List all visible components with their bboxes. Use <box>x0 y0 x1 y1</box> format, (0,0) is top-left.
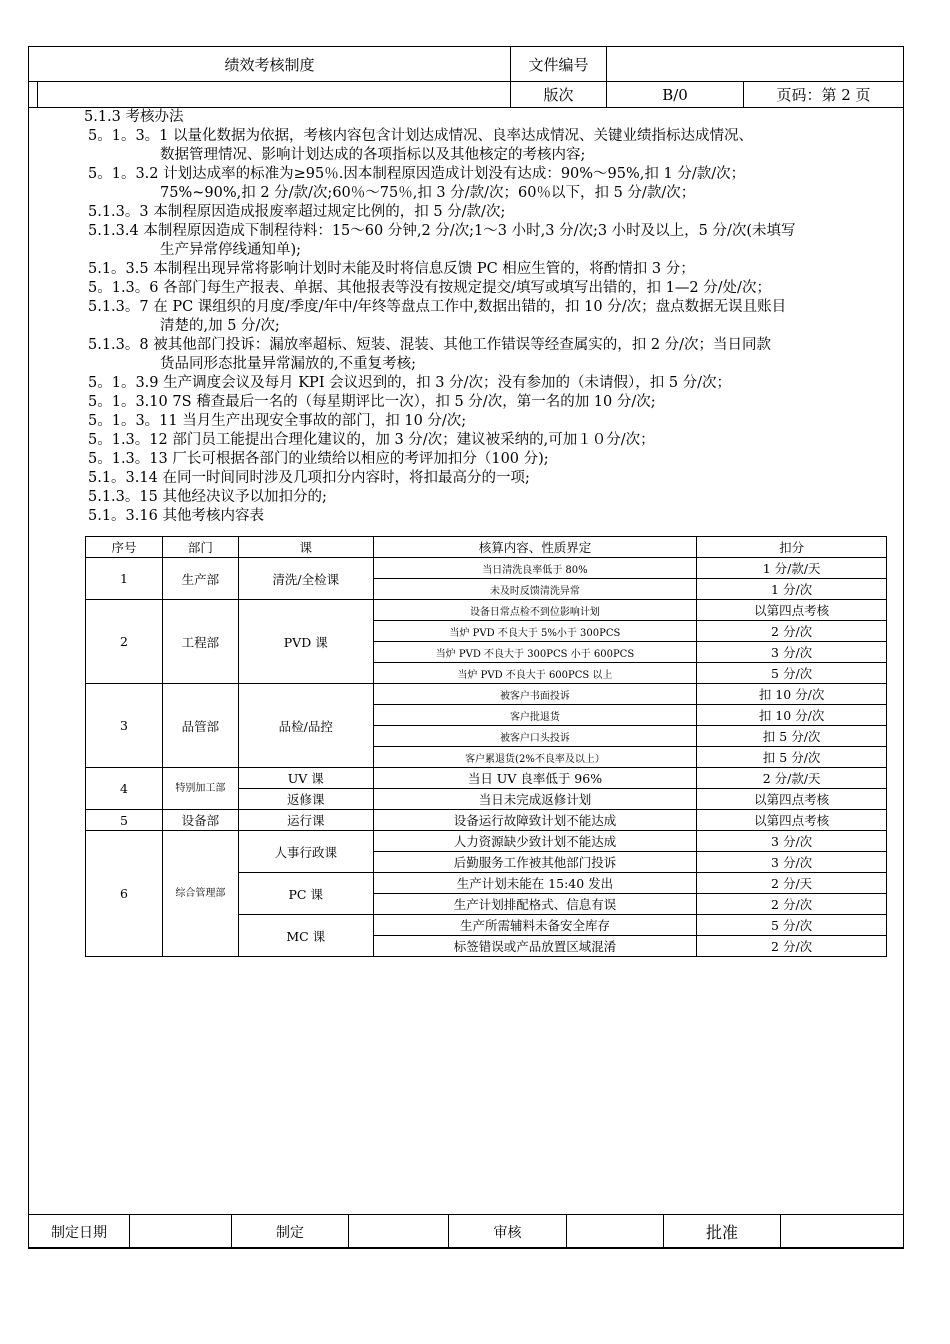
section-name: 人事行政课 <box>238 831 373 873</box>
review-value <box>567 1215 664 1249</box>
section-name: 清洗/全检课 <box>238 558 373 600</box>
section-name: MC 课 <box>238 915 373 957</box>
rule-line: 5。1。3。1 以量化数据为依据，考核内容包含计划达成情况、良率达成情况、关键业绩指标达成情况、 <box>88 128 754 144</box>
section-name: UV 课 <box>238 768 373 789</box>
col-header-no: 序号 <box>86 537 163 558</box>
section-name: 运行课 <box>238 810 373 831</box>
assessment-content: 当炉 PVD 不良大于 300PCS 小于 600PCS <box>373 642 697 663</box>
doc-number-value <box>607 47 904 82</box>
assessment-content: 生产所需辅料未备安全库存 <box>373 915 697 936</box>
department: 生产部 <box>162 558 238 600</box>
approve-label: 批准 <box>664 1215 781 1249</box>
assessment-content: 当日未完成返修计划 <box>373 789 697 810</box>
row-number: 6 <box>86 831 163 957</box>
deduction-score: 2 分/次 <box>697 936 887 957</box>
deduction-score: 2 分/款/天 <box>697 768 887 789</box>
assessment-content: 当日清洗良率低于 80% <box>373 558 697 579</box>
rule-continuation: 清楚的,加 5 分/次; <box>160 318 280 334</box>
section-title: 5.1.3 考核办法 <box>84 109 184 125</box>
deduction-score: 扣 5 分/次 <box>697 726 887 747</box>
rule-continuation: 数据管理情况、影响计划达成的各项指标以及其他核定的考核内容; <box>160 147 586 163</box>
header-blank-cell <box>29 82 511 108</box>
signoff-table <box>28 1214 904 1249</box>
assessment-content: 客户累退货(2%不良率及以上） <box>373 747 697 768</box>
rule-line: 5。1。3.9 生产调度会议及每月 KPI 会议迟到的，扣 3 分/次；没有参加的（未请假），扣 5 分/次； <box>88 375 732 391</box>
table-row <box>86 558 887 579</box>
section-name: 品检/品控 <box>238 684 373 768</box>
assessment-content: 设备运行故障致计划不能达成 <box>373 810 697 831</box>
assessment-content: 生产计划未能在 15:40 发出 <box>373 873 697 894</box>
table-header-row <box>86 537 887 558</box>
deduction-score: 3 分/次 <box>697 852 887 873</box>
deduction-score: 扣 10 分/次 <box>697 705 887 726</box>
approve-value <box>781 1215 904 1249</box>
maker-label: 制定 <box>232 1215 349 1249</box>
department: 特别加工部 <box>162 768 238 810</box>
deduction-score: 2 分/次 <box>697 621 887 642</box>
rule-continuation: 生产异常停线通知单); <box>160 242 302 258</box>
deduction-score: 3 分/次 <box>697 831 887 852</box>
row-number: 4 <box>86 768 163 810</box>
rule-line: 5。1.3。6 各部门每生产报表、单据、其他报表等没有按规定提交/填写或填写出错的，扣 1—2 分/处/次； <box>88 280 771 296</box>
rule-line: 5。1.3。13 厂长可根据各部门的业绩给以相应的考评加扣分（100 分); <box>88 451 549 467</box>
rule-continuation: 75%~90%,扣 2 分/款/次;60％～75％,扣 3 分/款/次；60％以下，扣 5 分/款/次； <box>160 185 696 201</box>
header-table <box>28 46 904 108</box>
rule-line: 5.1.3。8 被其他部门投诉：漏放率超标、短装、混装、其他工作错误等经查属实的，扣 2 分/次；当日同款 <box>88 337 772 353</box>
rule-line: 5.1。3.16 其他考核内容表 <box>88 508 264 524</box>
table-row <box>86 600 887 621</box>
department: 品管部 <box>162 684 238 768</box>
assessment-content: 后勤服务工作被其他部门投诉 <box>373 852 697 873</box>
assessment-content: 当炉 PVD 不良大于 5%小于 300PCS <box>373 621 697 642</box>
assessment-content: 当日 UV 良率低于 96% <box>373 768 697 789</box>
table-row <box>86 831 887 852</box>
rules-section <box>84 108 894 526</box>
rule-line: 5.1.3.4 本制程原因造成下制程待料：15～60 分钟,2 分/次;1～3 小时,3 分/次;3 小时及以上，5 分/次(未填写 <box>88 223 796 239</box>
assessment-content: 标签错误或产品放置区域混淆 <box>373 936 697 957</box>
deduction-score: 5 分/次 <box>697 663 887 684</box>
department: 设备部 <box>162 810 238 831</box>
deduction-score: 5 分/次 <box>697 915 887 936</box>
deduction-score: 1 分/款/天 <box>697 558 887 579</box>
rule-continuation: 货品同形态批量异常漏放的,不重复考核; <box>160 356 416 372</box>
department: 综合管理部 <box>162 831 238 957</box>
table-row <box>86 684 887 705</box>
assessment-content: 客户批退货 <box>373 705 697 726</box>
review-label: 审核 <box>449 1215 567 1249</box>
table-row <box>86 768 887 789</box>
col-header-content: 核算内容、性质界定 <box>373 537 697 558</box>
section-name: PC 课 <box>238 873 373 915</box>
assessment-content: 被客户口头投诉 <box>373 726 697 747</box>
rule-line: 5.1.3。3 本制程原因造成报废率超过规定比例的，扣 5 分/款/次; <box>88 204 506 220</box>
section-name: 返修课 <box>238 789 373 810</box>
deduction-score: 扣 10 分/次 <box>697 684 887 705</box>
rule-line: 5。1.3。12 部门员工能提出合理化建议的，加 3 分/次；建议被采纳的,可加１０分/次； <box>88 432 655 448</box>
deduction-score: 1 分/次 <box>697 579 887 600</box>
row-number: 5 <box>86 810 163 831</box>
row-number: 1 <box>86 558 163 600</box>
rule-line: 5.1.3。7 在 PC 课组织的月度/季度/年中/年终等盘点工作中,数据出错的，扣 10 分/次；盘点数据无误且账目 <box>88 299 787 315</box>
row-number: 2 <box>86 600 163 684</box>
col-header-dept: 部门 <box>162 537 238 558</box>
version-value: B/0 <box>607 82 744 108</box>
deduction-score: 扣 5 分/次 <box>697 747 887 768</box>
deduction-score: 2 分/次 <box>697 894 887 915</box>
maker-value <box>349 1215 449 1249</box>
assessment-content: 当炉 PVD 不良大于 600PCS 以上 <box>373 663 697 684</box>
section-name: PVD 课 <box>238 600 373 684</box>
rule-line: 5.1.3。15 其他经决议予以加扣分的; <box>88 489 327 505</box>
assessment-content: 设备日常点检不到位影响计划 <box>373 600 697 621</box>
rules-list <box>84 127 894 526</box>
assessment-content: 生产计划排配格式、信息有误 <box>373 894 697 915</box>
date-value <box>130 1215 232 1249</box>
deduction-score: 以第四点考核 <box>697 789 887 810</box>
rule-line: 5。1。3.2 计划达成率的标准为≥95％.因本制程原因造成计划没有达成：90%～95%,扣 1 分/款/次； <box>88 166 746 182</box>
deduction-score: 以第四点考核 <box>697 810 887 831</box>
date-label: 制定日期 <box>29 1215 130 1249</box>
row-number: 3 <box>86 684 163 768</box>
rule-line: 5。1。3。11 当月生产出现安全事故的部门，扣 10 分/次; <box>88 413 467 429</box>
assessment-content: 人力资源缺少致计划不能达成 <box>373 831 697 852</box>
rule-line: 5.1。3.5 本制程出现异常将影响计划时未能及时将信息反馈 PC 相应生管的，将酌情扣 3 分； <box>88 261 695 277</box>
table-row <box>86 810 887 831</box>
rule-line: 5.1。3.14 在同一时间同时涉及几项扣分内容时，将扣最高分的一项; <box>88 470 530 486</box>
col-header-score: 扣分 <box>697 537 887 558</box>
col-header-section: 课 <box>238 537 373 558</box>
deduction-score: 2 分/天 <box>697 873 887 894</box>
deduction-score: 以第四点考核 <box>697 600 887 621</box>
version-label: 版次 <box>511 82 607 108</box>
doc-number-label: 文件编号 <box>511 47 607 82</box>
deduction-score: 3 分/次 <box>697 642 887 663</box>
assessment-content: 被客户书面投诉 <box>373 684 697 705</box>
assessment-content: 未及时反馈清洗异常 <box>373 579 697 600</box>
assessment-table <box>85 536 887 957</box>
department: 工程部 <box>162 600 238 684</box>
document-title: 绩效考核制度 <box>29 47 511 82</box>
page-number: 页码：第 2 页 <box>744 82 904 108</box>
rule-line: 5。1。3.10 7S 稽查最后一名的（每星期评比一次），扣 5 分/次，第一名的加 10 分/次; <box>88 394 656 410</box>
